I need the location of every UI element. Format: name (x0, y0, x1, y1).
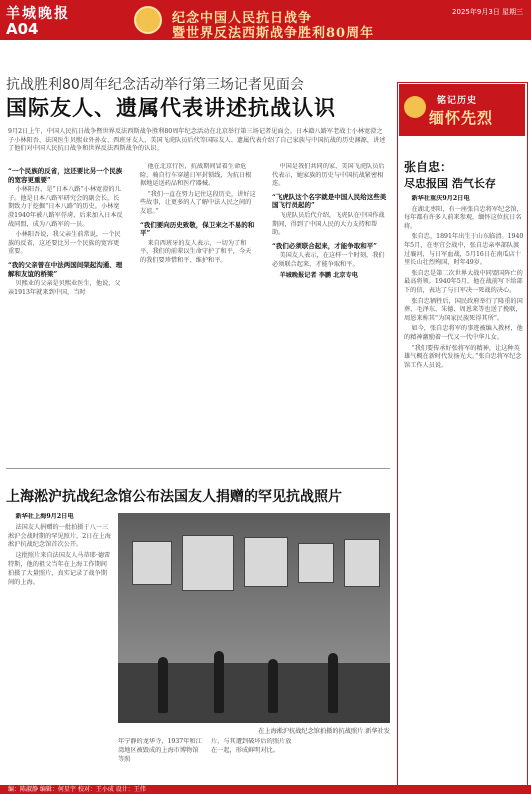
paragraph: 小林阳吾，是“日本八路”小林宽澄的儿子。他是日本八路军研究会的副会长，长期致力于挖掘“日本八路”的历史。小林宽澄1940年被八路军俘虏，后来加入日本反战同盟，成为八路军的一员。 (8, 186, 123, 228)
paragraph: 张自忠牺牲后，国民政府举行了隆重的国葬，毛泽东、朱德、周恩来等也送了挽联，周恩来称其“为国家民族死得其所”。 (404, 297, 523, 322)
story2-bottom-col-3 (304, 738, 390, 784)
photo-wall (118, 513, 390, 663)
anniversary-emblem-icon (134, 6, 162, 34)
story-body (8, 163, 390, 465)
section-heading: “我们要向历史致敬，保卫来之不易的和平” (140, 220, 255, 238)
masthead: 羊城晚报 (6, 6, 70, 22)
story-subhead: 抗战胜利80周年纪念活动举行第三场记者见面会 (6, 77, 304, 93)
visitor-figure (268, 659, 278, 713)
paragraph: 这批照片来自法国友人马蒂耶·德雷特斯，他的祖父当年在上海工作期间拍摄了大量照片，真实记录了战争期间的上海。 (8, 552, 111, 586)
paragraph: 张自忠，1891年出生于山东临清。1940年5月，在枣宜会战中，张自忠亲率部队渡过襄河，与日军血战，5月16日在南瓜店十里长山壮烈殉国，时年49岁。 (404, 233, 524, 267)
section-heading: “飞虎队这个名字就是中国人民给这些美国飞行员起的” (272, 192, 387, 210)
dateline: 新华社上海9月2日电 (15, 513, 74, 520)
paragraph: 美国友人表示，在这样一个时刻，我们必须联合起来，才能争取和平。 (272, 252, 385, 268)
issue-date: 2025年9月3日 星期三 (452, 8, 523, 16)
page-footer: 编：陈淑静 编辑：何星宇 校对：王小成 设计：王伟 (0, 785, 531, 794)
sidebar-headline: 张自忠： (404, 160, 453, 174)
paragraph: 他在北京行医，抗战期间冒着生命危险，骑自行车穿越日军封锁线，为抗日根据地运送药品和医疗器械。 (140, 163, 252, 188)
banner-line-1: 纪念中国人民抗日战争 (172, 11, 313, 26)
sidebar-banner-subtitle: 铭记历史 (437, 96, 478, 106)
dateline: 新华社重庆9月2日电 (411, 195, 470, 202)
photo-frame (182, 535, 234, 591)
paragraph: 法国友人捐赠的一批拍摄于八一三淞沪会战时期的罕见照片，2日在上海淞沪抗战纪念馆首次公开。 (8, 523, 111, 549)
story2-bottom-col-2: 片，与其遭到破坏后的照片放在一起，形成鲜明对比。 (211, 738, 292, 754)
photo-frame (244, 537, 288, 587)
visitor-figure (328, 653, 338, 713)
paragraph: 如今，张自忠将军的事迹被编入教材，他的精神激励着一代又一代中华儿女。 (404, 325, 523, 341)
sidebar-subheadline: 尽忠报国 浩气长存 (404, 177, 496, 190)
visitor-figure (158, 657, 168, 713)
photo-frame (344, 539, 380, 587)
paragraph: 飞虎队员后代介绍，飞虎队在中国作战期间，得到了中国人民的大力支持和帮助。 (272, 211, 385, 237)
section-heading: “我的父亲曾在中法两国间架起沟通、理解和友谊的桥梁” (8, 260, 123, 278)
story-column-3 (272, 163, 389, 465)
photo-caption: 在上海淞沪抗战纪念馆拍摄的抗战照片 新华社发 (258, 728, 390, 735)
visitor-figure (214, 651, 224, 713)
photo-frame (298, 543, 334, 583)
star-emblem-icon (404, 96, 426, 118)
sidebar-banner-title: 缅怀先烈 (429, 109, 494, 127)
sidebar-body (404, 195, 524, 785)
paragraph: “我们要传承好张将军的精神，让这种英雄气概在新时代发扬光大。”张自忠将军纪念馆工作人员说。 (404, 344, 522, 369)
divider (6, 468, 390, 469)
paragraph: 来自西班牙的友人表示，一切为了和平，我们的前辈以生命守护了和平，今天的我们要珍惜和平、维护和平。 (140, 239, 252, 264)
paragraph: 贝熙业的父亲是贝熙业医生，他说，父亲1913年就来到中国，当时 (8, 280, 121, 296)
paragraph: 在湖北枣阳，有一座张自忠将军纪念馆，每年都有许多人前来参观，缅怀这位抗日名将。 (404, 205, 523, 230)
story-lead: 9月2日上午，中国人民抗日战争暨世界反法西斯战争胜利80周年纪念活动在北京举行第三场记者见面会。日本籍八路军老战士小林宽澄之子小林阳吾、法国医生贝熙业外孙女、西班牙友人、美国飞虎队员后代等国际友人、遗属代表介绍了自己家族与中国抗战的历史渊源，讲述了他们对中国人民抗日战争和世界反法西斯战争的认识。 (8, 128, 386, 153)
sidebar-banner (399, 84, 525, 136)
story-column-1 (8, 163, 125, 465)
section-heading: “一个民族的反省，这还要比另一个民族的宽容更重要” (8, 167, 123, 184)
page-number: A04 (6, 20, 39, 38)
story2-column (8, 513, 112, 783)
page-header (0, 0, 531, 40)
paragraph: 中国是我们共同的家，美国飞虎队员后代表示，她家族的历史与中国抗战紧密相连。 (272, 163, 385, 188)
story2-bottom-col-1: 年宁静的龙华寺，1937年和江湾地区被毁成的上海市博物馆等照 (118, 738, 202, 763)
sidebar-feature (397, 82, 528, 789)
story2-bottom (118, 738, 390, 784)
paragraph: 小林阳吾说，我父亲生前常说，一个民族的反省，这还要比另一个民族的宽容更重要。 (8, 231, 121, 256)
story-headline: 国际友人、遗属代表讲述抗战认识 (6, 95, 336, 120)
banner-line-2: 暨世界反法西斯战争胜利80周年 (172, 26, 375, 41)
dateline: 羊城晚报记者 李鹏 北京专电 (279, 271, 358, 279)
story-column-2 (140, 163, 257, 465)
photo-frame (132, 541, 172, 585)
museum-photo (118, 513, 390, 723)
main-column (0, 40, 393, 785)
section-heading: “我们必须联合起来，才能争取和平” (272, 241, 377, 250)
paragraph: “我们一直在努力记住这段历史，讲好这些故事，让更多的人了解中法人民之间的友谊。” (140, 190, 256, 215)
paragraph: 张自忠是第二次世界大战中同盟国阵亡的最高将领。1940年5月，他在战前写下给部下的信，表达了与日军决一死战的决心。 (404, 269, 523, 294)
story2-headline: 上海淞沪抗战纪念馆公布法国友人捐赠的罕见抗战照片 (6, 489, 342, 505)
